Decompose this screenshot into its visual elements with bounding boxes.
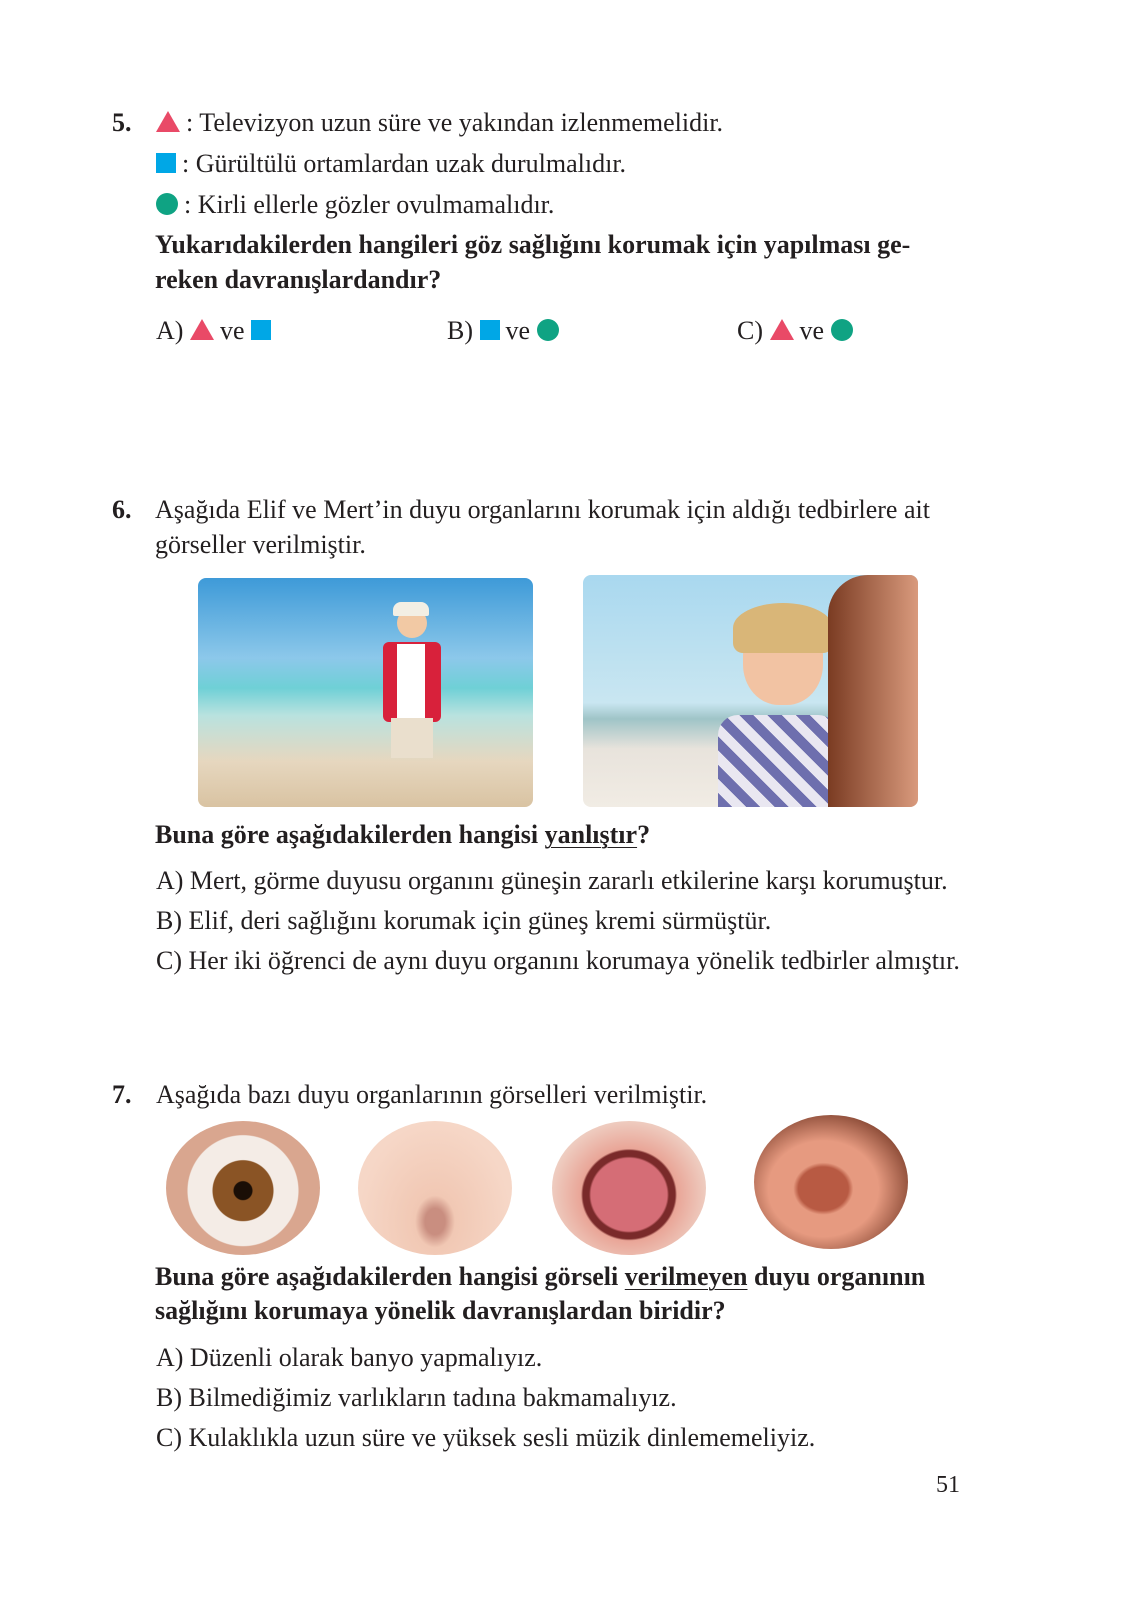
photo-boy-beach-sunglasses xyxy=(198,578,533,807)
triangle-icon xyxy=(156,111,180,132)
q6-intro-line1: Aşağıda Elif ve Mert’in duyu organlarını korumak için aldığı tedbirlere ait xyxy=(155,495,930,524)
q5-option-b[interactable] xyxy=(447,316,565,346)
q5-question-line1: Yukarıdakilerden hangileri göz sağlığını korumak için yapılması ge- xyxy=(155,230,911,259)
question-emphasis: yanlıştır xyxy=(544,820,638,849)
square-icon xyxy=(156,153,176,173)
question-text: Buna göre aşağıdakilerden hangisi görseli xyxy=(155,1262,625,1291)
q7-option-c[interactable]: C) Kulaklıkla uzun süre ve yüksek sesli müzik dinlememeliyiz. xyxy=(156,1423,816,1452)
legend-text: : Televizyon uzun süre ve yakından izlenmemelidir. xyxy=(186,108,724,137)
q7-number: 7. xyxy=(112,1080,132,1109)
legend-text: : Kirli ellerle gözler ovulmamalıdır. xyxy=(184,190,555,219)
tongue-image xyxy=(552,1121,706,1255)
circle-icon xyxy=(537,319,559,341)
option-label: A) xyxy=(156,316,184,345)
question-emphasis: verilmeyen xyxy=(624,1262,748,1291)
page-number: 51 xyxy=(936,1472,960,1498)
question-text: duyu organının xyxy=(747,1262,926,1291)
option-label: B) xyxy=(447,316,473,345)
q5-number: 5. xyxy=(112,108,132,137)
q5-option-c[interactable] xyxy=(737,316,859,346)
q5-legend-square xyxy=(156,149,626,179)
q6-number: 6. xyxy=(112,495,132,524)
square-icon xyxy=(251,320,271,340)
q5-legend-circle xyxy=(156,190,554,220)
q6-option-b[interactable]: B) Elif, deri sağlığını korumak için güneş kremi sürmüştür. xyxy=(156,906,772,935)
joiner: ve xyxy=(219,316,245,345)
question-text: Buna göre aşağıdakilerden hangisi xyxy=(155,820,545,849)
option-label: C) xyxy=(737,316,763,345)
photo-girl-sunscreen xyxy=(583,575,918,807)
q7-question-line1 xyxy=(155,1262,925,1292)
q7-question-line2: sağlığını korumaya yönelik davranışlardan biridir? xyxy=(155,1296,726,1325)
circle-icon xyxy=(831,319,853,341)
q7-option-a[interactable]: A) Düzenli olarak banyo yapmalıyız. xyxy=(156,1343,543,1372)
q7-intro: Aşağıda bazı duyu organlarının görselleri verilmiştir. xyxy=(156,1080,708,1109)
q5-option-a[interactable] xyxy=(156,316,277,346)
q5-question-line2: reken davranışlardandır? xyxy=(155,265,442,294)
triangle-icon xyxy=(190,319,214,340)
ear-image xyxy=(754,1115,908,1249)
q5-legend-triangle xyxy=(156,108,723,138)
joiner: ve xyxy=(505,316,531,345)
circle-icon xyxy=(156,193,178,215)
triangle-icon xyxy=(770,319,794,340)
q6-option-c[interactable]: C) Her iki öğrenci de aynı duyu organını korumaya yönelik tedbirler almıştır. xyxy=(156,946,960,975)
square-icon xyxy=(480,320,500,340)
q7-option-b[interactable]: B) Bilmediğimiz varlıkların tadına bakmamalıyız. xyxy=(156,1383,677,1412)
question-mark: ? xyxy=(637,820,651,849)
q6-intro-line2: görseller verilmiştir. xyxy=(155,530,366,559)
nose-image xyxy=(358,1121,512,1255)
q6-question xyxy=(155,820,650,850)
q6-option-a[interactable]: A) Mert, görme duyusu organını güneşin zararlı etkilerine karşı korumuştur. xyxy=(156,866,948,895)
legend-text: : Gürültülü ortamlardan uzak durulmalıdır. xyxy=(182,149,627,178)
eye-image xyxy=(166,1121,320,1255)
joiner: ve xyxy=(799,316,825,345)
